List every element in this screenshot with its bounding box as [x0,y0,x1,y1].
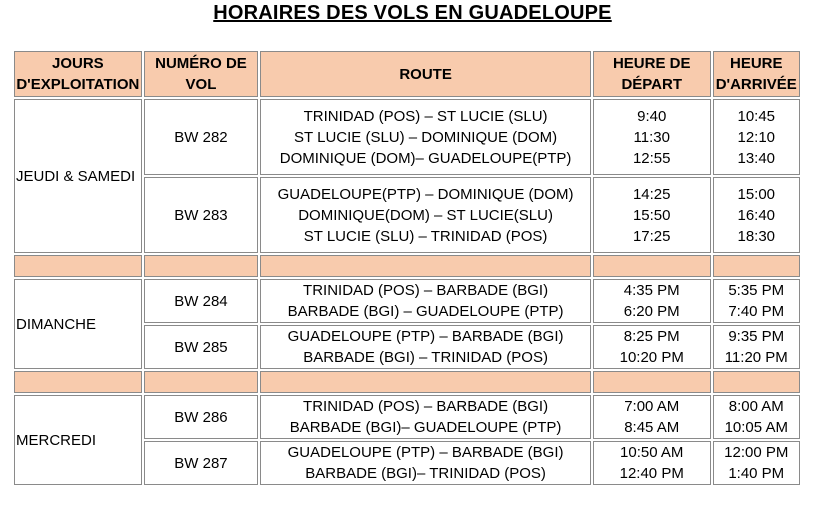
route-line: DOMINIQUE (DOM)– GUADELOUPE(PTP) [279,149,572,167]
departure-time: 9:40 [637,107,667,125]
header-row [14,51,800,97]
header-route: ROUTE [260,51,591,97]
departure-cell [593,177,711,253]
route-line: BARBADE (BGI)– TRINIDAD (POS) [305,465,546,482]
flight-schedule-table [12,49,802,487]
departure-time: 11:30 [633,128,670,146]
schedule-body [14,99,800,485]
departure-time: 15:50 [632,206,671,224]
arrival-time: 18:30 [737,227,776,245]
header-arrival: HEURE D'ARRIVÉE [713,51,800,97]
route-cell [260,279,591,323]
separator-row [14,255,800,277]
departure-cell [593,395,711,439]
departure-time: 8:25 PM [623,328,680,345]
arrival-cell [713,441,800,485]
arrival-time: 1:40 PM [728,465,785,482]
flight-number-cell: BW 286 [144,395,259,439]
arrival-time: 11:20 PM [724,349,788,366]
separator-cell [593,255,711,277]
table-row [14,99,800,175]
header-days: JOURS D'EXPLOITATION [14,51,142,97]
route-line: GUADELOUPE (PTP) – BARBADE (BGI) [287,444,564,461]
arrival-time: 15:00 [737,185,776,203]
route-line: DOMINIQUE(DOM) – ST LUCIE(SLU) [298,206,553,224]
departure-time: 17:25 [632,227,671,245]
route-cell [260,177,591,253]
flight-number-cell: BW 283 [144,177,259,253]
route-line: ST LUCIE (SLU) – TRINIDAD (POS) [303,227,548,245]
separator-cell [144,255,259,277]
route-line: BARBADE (BGI)– GUADELOUPE (PTP) [289,419,562,436]
departure-cell [593,279,711,323]
days-cell: JEUDI & SAMEDI [14,99,142,253]
arrival-cell [713,279,800,323]
departure-time: 14:25 [632,185,671,203]
departure-time: 10:50 AM [620,444,684,461]
days-cell: MERCREDI [14,395,142,485]
separator-cell [144,371,259,393]
flight-number-cell: BW 287 [144,441,259,485]
arrival-time: 10:05 AM [724,419,788,436]
departure-cell [593,441,711,485]
separator-cell [260,371,591,393]
arrival-time: 12:10 [737,128,776,146]
arrival-time: 13:40 [737,149,776,167]
departure-cell [593,99,711,175]
arrival-time: 16:40 [737,206,776,224]
header-flight-number: NUMÉRO DE VOL [144,51,259,97]
departure-time: 12:55 [632,149,671,167]
route-line: ST LUCIE (SLU) – DOMINIQUE (DOM) [294,128,558,146]
arrival-cell [713,395,800,439]
table-row [14,279,800,323]
separator-cell [260,255,591,277]
arrival-cell [713,99,800,175]
departure-time: 6:20 PM [623,303,680,320]
arrival-time: 8:00 AM [728,398,784,415]
route-line: BARBADE (BGI) – GUADELOUPE (PTP) [287,303,564,320]
route-cell [260,441,591,485]
table-row [14,395,800,439]
days-cell: DIMANCHE [14,279,142,369]
page-title: HORAIRES DES VOLS EN GUADELOUPE [213,2,612,24]
separator-row [14,371,800,393]
departure-time: 10:20 PM [619,349,684,366]
route-cell [260,325,591,369]
arrival-time: 7:40 PM [728,303,785,320]
route-line: TRINIDAD (POS) – BARBADE (BGI) [303,398,549,415]
header-departure: HEURE DE DÉPART [593,51,711,97]
arrival-time: 9:35 PM [728,328,785,345]
separator-cell [593,371,711,393]
route-line: GUADELOUPE(PTP) – DOMINIQUE (DOM) [277,185,574,203]
arrival-time: 12:00 PM [724,444,789,461]
departure-cell [593,325,711,369]
arrival-cell [713,177,800,253]
separator-cell [14,255,142,277]
route-cell [260,99,591,175]
separator-cell [14,371,142,393]
departure-time: 8:45 AM [624,419,680,436]
departure-time: 12:40 PM [619,465,684,482]
departure-time: 4:35 PM [623,282,680,299]
route-line: TRINIDAD (POS) – BARBADE (BGI) [303,282,549,299]
route-line: BARBADE (BGI) – TRINIDAD (POS) [303,349,548,366]
separator-cell [713,371,800,393]
route-line: TRINIDAD (POS) – ST LUCIE (SLU) [303,107,548,125]
departure-time: 7:00 AM [624,398,680,415]
route-line: GUADELOUPE (PTP) – BARBADE (BGI) [287,328,564,345]
arrival-time: 10:45 [737,107,776,125]
separator-cell [713,255,800,277]
route-cell [260,395,591,439]
arrival-cell [713,325,800,369]
flight-number-cell: BW 285 [144,325,259,369]
arrival-time: 5:35 PM [728,282,785,299]
flight-number-cell: BW 282 [144,99,259,175]
flight-number-cell: BW 284 [144,279,259,323]
